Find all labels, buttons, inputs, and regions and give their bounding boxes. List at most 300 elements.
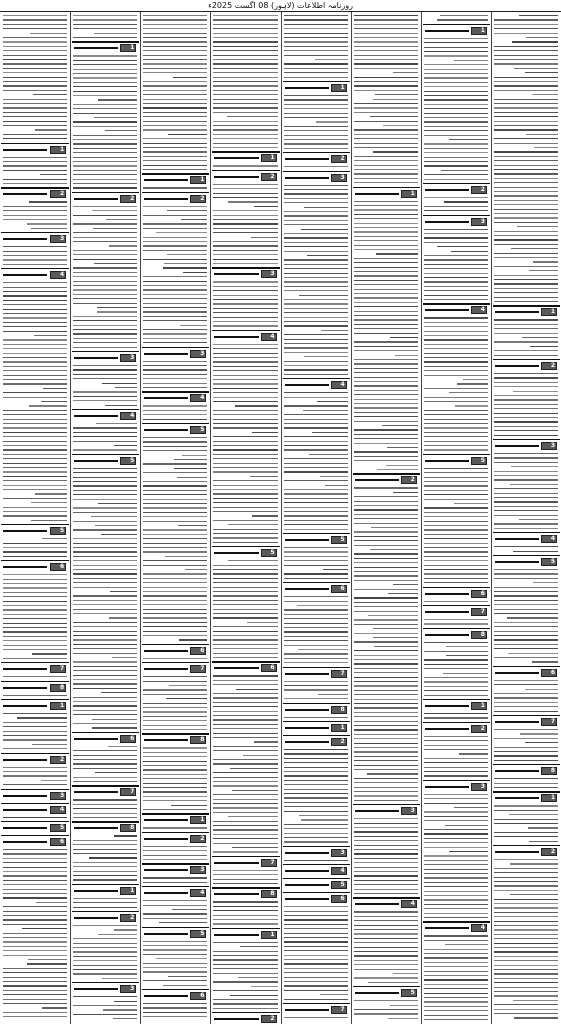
text-line	[316, 121, 347, 122]
text-line	[454, 60, 488, 61]
text-line	[284, 1017, 348, 1018]
text-line	[494, 156, 558, 157]
text-line	[73, 840, 137, 841]
text-line	[284, 143, 348, 144]
text-line	[309, 454, 348, 455]
text-line	[143, 28, 207, 29]
text-line	[143, 900, 207, 901]
notice-heading-line	[495, 445, 539, 447]
text-line	[213, 325, 277, 326]
text-line	[3, 897, 67, 898]
text-line	[463, 379, 488, 380]
text-line	[213, 388, 277, 389]
text-line	[284, 299, 348, 300]
text-line	[424, 69, 488, 70]
text-line	[284, 775, 348, 776]
text-line	[73, 813, 137, 814]
text-line	[494, 569, 558, 570]
text-line	[354, 575, 418, 576]
text-line	[3, 179, 67, 180]
text-line	[73, 104, 137, 105]
notice-separator	[283, 152, 350, 153]
notice-heading-line	[3, 827, 47, 829]
text-line	[354, 231, 418, 232]
notice-heading-line	[3, 149, 47, 151]
text-line	[3, 326, 67, 327]
text-line	[73, 170, 137, 171]
text-line	[511, 466, 558, 467]
text-line	[494, 107, 558, 108]
notice-number-badge: 4	[120, 412, 136, 420]
text-line	[354, 707, 418, 708]
text-line	[168, 134, 207, 135]
text-line	[143, 850, 207, 851]
text-line	[73, 763, 137, 764]
text-line	[143, 720, 207, 721]
text-line	[213, 81, 277, 82]
text-line	[284, 515, 348, 516]
text-line	[213, 604, 277, 605]
text-line	[440, 15, 488, 16]
notice-heading-line	[74, 47, 118, 49]
text-line	[3, 441, 67, 442]
text-line	[3, 950, 67, 951]
text-line	[73, 499, 137, 500]
text-line	[213, 825, 277, 826]
notice-separator	[283, 533, 350, 534]
text-line	[97, 307, 138, 308]
text-line	[509, 814, 558, 815]
text-line	[115, 387, 138, 388]
notice-number-badge: 7	[120, 788, 136, 796]
notice-heading-line	[425, 786, 469, 788]
notice-separator	[353, 804, 420, 805]
text-line	[354, 933, 418, 934]
text-line	[395, 355, 418, 356]
text-line	[284, 193, 348, 194]
text-line	[73, 907, 137, 908]
text-line	[284, 166, 348, 167]
notice-heading-line	[425, 634, 469, 636]
text-line	[354, 597, 418, 598]
notice-heading-line	[355, 479, 399, 481]
text-line	[3, 601, 67, 602]
text-line	[424, 908, 488, 909]
text-line	[424, 794, 488, 795]
text-line	[3, 353, 67, 354]
text-line	[494, 143, 558, 144]
text-line	[73, 342, 137, 343]
text-line	[213, 533, 277, 534]
text-line	[284, 985, 348, 986]
text-line	[424, 677, 488, 678]
text-line	[73, 543, 137, 544]
text-line	[354, 725, 418, 726]
notice-number-badge: 5	[331, 536, 347, 544]
text-line	[494, 408, 558, 409]
text-line	[494, 426, 558, 427]
text-line	[3, 309, 67, 310]
text-line	[424, 668, 488, 669]
text-line	[284, 185, 348, 186]
text-line	[494, 528, 558, 529]
text-line	[3, 623, 67, 624]
text-line	[284, 449, 348, 450]
text-line	[143, 338, 207, 339]
text-line	[3, 862, 67, 863]
notice-separator	[142, 989, 209, 990]
text-line	[494, 33, 558, 34]
text-line	[354, 831, 418, 832]
text-line	[284, 941, 348, 942]
notice-number-badge: 2	[190, 835, 206, 843]
text-line	[522, 337, 558, 338]
text-line	[73, 449, 137, 450]
text-line	[284, 369, 348, 370]
notice-heading-line	[285, 158, 329, 160]
page-header-text: روزنامہ اطلاعات (لاہور) 08 اگست 2025ء	[208, 1, 353, 10]
text-line	[424, 143, 488, 144]
text-line	[494, 319, 558, 320]
text-line	[284, 259, 348, 260]
text-line	[143, 747, 207, 748]
text-line	[354, 381, 418, 382]
text-line	[424, 775, 488, 776]
text-line	[143, 19, 207, 20]
text-line	[213, 834, 277, 835]
text-line	[213, 303, 277, 304]
text-line	[354, 951, 418, 952]
text-line	[494, 702, 558, 703]
text-line	[354, 760, 418, 761]
text-line	[284, 264, 348, 265]
text-line	[143, 800, 207, 801]
text-line	[284, 339, 348, 340]
text-line	[354, 249, 418, 250]
notice-column	[140, 12, 210, 1024]
text-line	[3, 219, 67, 220]
text-line	[73, 485, 137, 486]
text-line	[284, 623, 348, 624]
text-line	[367, 773, 418, 774]
text-line	[284, 828, 348, 829]
notice-number-badge: 2	[471, 725, 487, 733]
text-line	[213, 480, 277, 481]
text-line	[3, 103, 67, 104]
text-line	[284, 414, 348, 415]
text-line	[213, 90, 277, 91]
notice-separator	[72, 732, 139, 733]
notice-separator	[142, 733, 209, 734]
text-line	[284, 317, 348, 318]
text-line	[31, 502, 67, 503]
text-line	[3, 515, 67, 516]
text-line	[213, 348, 277, 349]
notice-heading-line	[425, 705, 469, 707]
text-line	[354, 90, 418, 91]
text-line	[284, 658, 348, 659]
text-line	[213, 785, 277, 786]
text-line	[354, 236, 418, 237]
text-line	[424, 388, 488, 389]
text-line	[298, 649, 348, 650]
text-line	[185, 569, 207, 570]
text-line	[73, 750, 137, 751]
text-line	[494, 435, 558, 436]
text-line	[284, 601, 348, 602]
text-line	[213, 529, 277, 530]
notice-number-badge: 4	[471, 306, 487, 314]
text-line	[213, 763, 277, 764]
text-line	[304, 356, 348, 357]
text-line	[424, 42, 488, 43]
notice-separator	[353, 897, 420, 898]
text-line	[73, 95, 137, 96]
text-line	[424, 816, 488, 817]
text-line	[213, 759, 277, 760]
text-line	[354, 611, 418, 612]
text-line	[143, 725, 207, 726]
text-line	[73, 285, 137, 286]
text-line	[143, 587, 207, 588]
text-line	[179, 639, 207, 640]
notice-number-badge: 5	[541, 558, 557, 566]
text-line	[371, 527, 417, 528]
notice-separator	[1, 699, 69, 700]
text-line	[213, 959, 277, 960]
text-line	[424, 344, 488, 345]
text-line	[213, 427, 277, 428]
notice-number-badge: 5	[471, 457, 487, 465]
text-line	[143, 1003, 207, 1004]
text-line	[284, 308, 348, 309]
text-line	[3, 99, 67, 100]
notice-separator	[72, 409, 139, 410]
text-line	[73, 609, 137, 610]
text-line	[424, 971, 488, 972]
notice-separator	[493, 555, 560, 556]
text-line	[424, 619, 488, 620]
text-line	[494, 200, 558, 201]
text-line	[494, 755, 558, 756]
text-line	[143, 604, 207, 605]
text-line	[73, 956, 137, 957]
notice-number-badge: 2	[190, 195, 206, 203]
text-line	[354, 721, 418, 722]
notice-heading-line	[74, 917, 118, 919]
text-line	[354, 24, 418, 25]
text-line	[73, 165, 137, 166]
text-line	[354, 964, 418, 965]
text-line	[494, 925, 558, 926]
text-line	[143, 329, 207, 330]
text-line	[494, 333, 558, 334]
text-line	[284, 374, 348, 375]
text-line	[109, 617, 137, 618]
text-line	[143, 778, 207, 779]
text-line	[528, 827, 558, 828]
text-line	[213, 55, 277, 56]
notice-separator	[72, 884, 139, 885]
text-line	[494, 99, 558, 100]
text-line	[73, 24, 137, 25]
text-line	[228, 201, 277, 202]
text-line	[213, 85, 277, 86]
text-line	[73, 639, 137, 640]
text-line	[143, 228, 207, 229]
text-line	[143, 543, 207, 544]
text-line	[213, 635, 277, 636]
text-line	[213, 471, 277, 472]
text-line	[213, 63, 277, 64]
text-line	[143, 756, 207, 757]
text-line	[284, 19, 348, 20]
text-line	[297, 605, 348, 606]
notice-number-badge: 1	[261, 154, 277, 162]
text-line	[143, 405, 207, 406]
notice-separator	[283, 81, 350, 82]
text-line	[315, 59, 347, 60]
text-line	[73, 64, 137, 65]
text-line	[73, 121, 137, 122]
text-line	[494, 46, 558, 47]
text-line	[73, 15, 137, 16]
text-line	[424, 423, 488, 424]
text-line	[213, 19, 277, 20]
text-line	[424, 686, 488, 687]
text-line	[3, 977, 67, 978]
notice-separator	[493, 764, 560, 765]
text-line	[73, 512, 137, 513]
text-line	[494, 947, 558, 948]
text-line	[354, 399, 418, 400]
text-line	[284, 224, 348, 225]
notice-number-badge: 8	[541, 767, 557, 775]
text-line	[213, 955, 277, 956]
text-line	[92, 210, 137, 211]
text-line	[424, 161, 488, 162]
text-line	[424, 569, 488, 570]
text-line	[354, 875, 418, 876]
text-line	[143, 954, 207, 955]
text-line	[108, 746, 137, 747]
notice-heading-line	[495, 311, 539, 313]
text-line	[213, 449, 277, 450]
text-line	[3, 291, 67, 292]
text-line	[213, 617, 277, 618]
text-line	[284, 937, 348, 938]
notice-number-badge: 7	[50, 665, 66, 673]
text-line	[354, 712, 418, 713]
text-line	[494, 929, 558, 930]
text-line	[284, 833, 348, 834]
text-line	[424, 148, 488, 149]
text-line	[213, 693, 277, 694]
text-line	[284, 303, 348, 304]
text-line	[73, 427, 137, 428]
text-line	[533, 582, 558, 583]
text-line	[73, 82, 137, 83]
text-line	[494, 626, 558, 627]
text-line	[89, 857, 137, 858]
notice-number-badge: 6	[120, 735, 136, 743]
text-line	[73, 710, 137, 711]
text-line	[424, 651, 488, 652]
text-line	[143, 419, 207, 420]
text-line	[73, 560, 137, 561]
text-line	[3, 556, 67, 557]
text-line	[354, 267, 418, 268]
text-line	[213, 511, 277, 512]
text-line	[424, 197, 488, 198]
notice-heading-line	[285, 727, 329, 729]
text-line	[424, 642, 488, 643]
text-line	[424, 206, 488, 207]
text-line	[143, 516, 207, 517]
text-line	[494, 747, 558, 748]
text-line	[424, 521, 488, 522]
text-line	[354, 429, 418, 430]
text-line	[3, 379, 67, 380]
text-line	[173, 77, 208, 78]
text-line	[73, 871, 137, 872]
text-line	[424, 229, 488, 230]
text-line	[424, 414, 488, 415]
text-line	[284, 662, 348, 663]
text-line	[284, 968, 348, 969]
text-line	[318, 694, 347, 695]
text-line	[373, 628, 418, 629]
text-line	[424, 499, 488, 500]
notice-number-badge: 5	[50, 527, 66, 535]
notice-heading-line	[3, 687, 47, 689]
notice-number-badge: 1	[471, 27, 487, 35]
text-line	[354, 1000, 418, 1001]
text-line	[494, 1004, 558, 1005]
text-line	[213, 680, 277, 681]
text-line	[494, 399, 558, 400]
text-line	[3, 726, 67, 727]
text-line	[354, 178, 418, 179]
notice-heading-line	[144, 892, 188, 894]
text-line	[494, 604, 558, 605]
text-line	[73, 804, 137, 805]
text-line	[3, 282, 67, 283]
notice-separator	[283, 703, 350, 704]
text-line	[354, 871, 418, 872]
text-line	[3, 713, 67, 714]
text-line	[494, 711, 558, 712]
text-line	[424, 966, 488, 967]
text-line	[114, 1001, 137, 1002]
text-line	[424, 556, 488, 557]
notice-number-badge: 1	[331, 84, 347, 92]
text-line	[284, 24, 348, 25]
text-line	[3, 583, 67, 584]
text-line	[424, 877, 488, 878]
text-line	[73, 86, 137, 87]
text-line	[73, 965, 137, 966]
text-line	[494, 213, 558, 214]
text-line	[354, 390, 418, 391]
text-line	[3, 134, 67, 135]
text-line	[213, 197, 277, 198]
text-line	[424, 55, 488, 56]
text-line	[284, 215, 348, 216]
notice-number-badge: 1	[120, 44, 136, 52]
text-line	[424, 237, 488, 238]
text-line	[3, 295, 67, 296]
